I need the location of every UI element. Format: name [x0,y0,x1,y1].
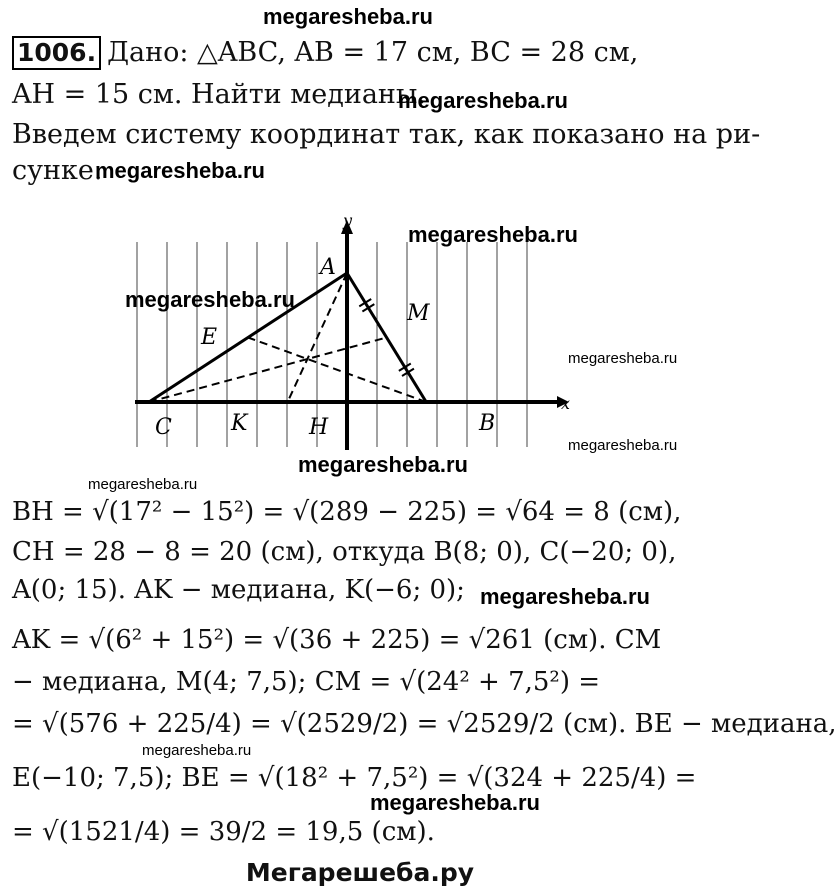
solution-line-6: = √(576 + 225/4) = √(2529/2) = √2529/2 (см). BE − медиана, [12,709,837,739]
problem-given-line2: AH = 15 см. Найти медианы. [12,79,426,110]
solution-line-5: − медиана, M(4; 7,5); CM = √(24² + 7,5²) = [12,667,601,697]
solution-line-1: BH = √(17² − 15²) = √(289 − 225) = √64 = 8 (см), [12,497,682,527]
footer-site-name: Мегарешеба.ру [245,858,475,887]
triangle-figure [125,212,575,457]
problem-given-line [12,36,638,70]
label-C: C [155,415,172,440]
label-E: E [201,325,218,350]
intro-line2: сунке. [12,155,103,186]
watermark: megaresheba.ru [568,437,678,454]
label-H: H [309,415,329,440]
solution-line-2: CH = 28 − 8 = 20 (см), откуда B(8; 0), C(−20; 0), [12,537,677,567]
solution-line-7: E(−10; 7,5); BE = √(18² + 7,5²) = √(324 + 225/4) = [12,763,697,793]
label-A: A [320,255,336,280]
axis-label-x: x [561,394,571,413]
watermark: megaresheba.ru [298,452,468,477]
solution-line-4: AK = √(6² + 15²) = √(36 + 225) = √261 (см). CM [12,625,662,655]
median-CM [149,338,387,403]
given-text: Дано: △ABC, AB = 17 см, BC = 28 см, [107,37,639,68]
problem-number: 1006. [12,36,101,70]
watermark: megaresheba.ru [480,584,650,609]
solution-line-3: A(0; 15). AK − медиана, K(−6; 0); [12,575,465,605]
watermark: megaresheba.ru [125,287,295,312]
watermark: megaresheba.ru [88,476,198,493]
watermark: megaresheba.ru [408,222,578,247]
intro-line1: Введем систему координат так, как показано на ри- [12,119,761,150]
watermark: megaresheba.ru [370,790,540,815]
label-B: B [479,411,496,436]
point-H [345,400,349,404]
header-site: megaresheba.ru [263,4,433,29]
watermark: megaresheba.ru [398,88,568,113]
watermark: megaresheba.ru [568,350,678,367]
solution-line-8: = √(1521/4) = 39/2 = 19,5 (см). [12,817,435,847]
watermark: megaresheba.ru [95,158,265,183]
label-K: K [231,411,248,436]
label-M: M [407,301,430,326]
watermark: megaresheba.ru [142,742,252,759]
axis-label-y: y [343,211,353,230]
